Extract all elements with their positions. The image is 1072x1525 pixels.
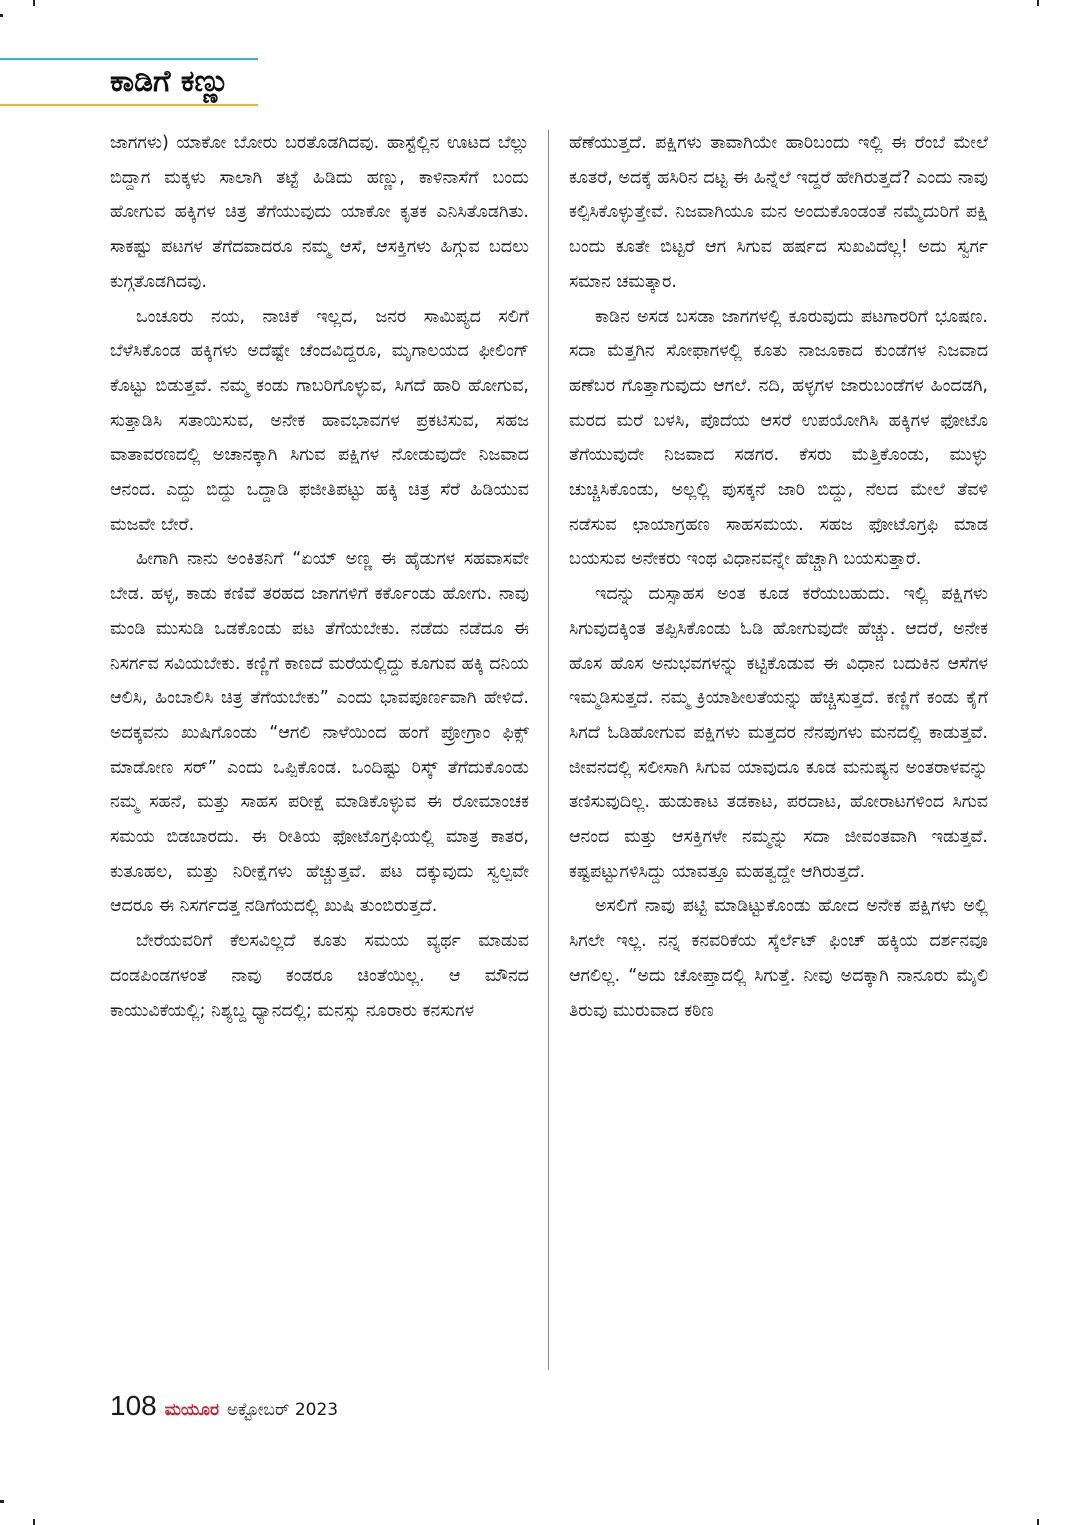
paragraph: ಬೇರೆಯವರಿಗೆ ಕೆಲಸವಿಲ್ಲದೆ ಕೂತು ಸಮಯ ವ್ಯರ್ಥ ಮಾಡುವ ದಂಡಪಿಂಡಗಳಂತೆ ನಾವು ಕಂಡರೂ ಚಿಂತೆಯಿಲ್ಲ. ಆ ಮೌನದ ಕಾಯುವಿಕೆಯಲ್ಲಿ; ನಿಶ್ಯಬ್ದ ಧ್ಯಾನದಲ್ಲಿ; ಮನಸ್ಸು ನೂರಾರು ಕನಸುಗಳ — [110, 931, 529, 1021]
paragraph: ಇದನ್ನು ದುಸ್ಸಾಹಸ ಅಂತ ಕೂಡ ಕರೆಯಬಹುದು. ಇಲ್ಲಿ ಪಕ್ಷಿಗಳು ಸಿಗುವುದಕ್ಕಿಂತ ತಪ್ಪಿಸಿಕೊಂಡು ಓಡಿ ಹೋಗುವುದೇ ಹೆಚ್ಚು. ಆದರೆ, ಅನೇಕ ಹೊಸ ಹೊಸ ಅನುಭವಗಳನ್ನು ಕಟ್ಟಿಕೊಡುವ ಈ ವಿಧಾನ ಬದುಕಿನ ಆಸೆಗಳ ಇಮ್ಮಡಿಸುತ್ತದೆ. ನಮ್ಮ ಕ್ರಿಯಾಶೀಲತೆಯನ್ನು ಹೆಚ್ಚಿಸುತ್ತದೆ. ಕಣ್ಣಿಗೆ ಕಂಡು ಕೈಗೆ ಸಿಗದೆ ಓಡಿಹೋಗುವ ಪಕ್ಷಿಗಳು ಮತ್ತದರ ನೆನಪುಗಳು ಮನದಲ್ಲಿ ಕಾಡುತ್ತವೆ. ಜೀವನದಲ್ಲಿ ಸಲೀಸಾಗಿ ಸಿಗುವ ಯಾವುದೂ ಕೂಡ ಮನುಷ್ಯನ ಅಂತರಾಳವನ್ನು ತಣಿಸುವುದಿಲ್ಲ. ಹುಡುಕಾಟ ತಡಕಾಟ, ಪರದಾಟ, ಹೋರಾಟಗಳಿಂದ ಸಿಗುವ ಆನಂದ ಮತ್ತು ಆಸಕ್ತಿಗಳೇ ನಮ್ಮನ್ನು ಸದಾ ಜೀವಂತವಾಗಿ ಇಡುತ್ತವೆ. ಕಷ್ಟಪಟ್ಟುಗಳಿಸಿದ್ದು ಯಾವತ್ತೂ ಮಹತ್ವದ್ದೇ ಆಗಿರುತ್ತದೆ. — [569, 584, 988, 882]
paragraph: ಒಂಚೂರು ನಯ, ನಾಚಿಕೆ ಇಲ್ಲದ, ಜನರ ಸಾಮಿಪ್ಯದ ಸಲಿಗೆ ಬೆಳೆಸಿಕೊಂಡ ಹಕ್ಕಿಗಳು ಅದೆಷ್ಟೇ ಚೆಂದವಿದ್ದರೂ, ಮೃಗಾಲಯದ ಫೀಲಿಂಗ್ ಕೊಟ್ಟು ಬಿಡುತ್ತವೆ. ನಮ್ಮ ಕಂಡು ಗಾಬರಿಗೊಳ್ಳುವ, ಸಿಗದೆ ಹಾರಿ ಹೋಗುವ, ಸುತ್ತಾಡಿಸಿ ಸತಾಯಿಸುವ, ಅನೇಕ ಹಾವಭಾವಗಳ ಪ್ರಕಟಿಸುವ, ಸಹಜ ವಾತಾವರಣದಲ್ಲಿ ಅಚಾನಕ್ಕಾಗಿ ಸಿಗುವ ಪಕ್ಷಿಗಳ ನೋಡುವುದೇ ನಿಜವಾದ ಆನಂದ. ಎದ್ದು ಬಿದ್ದು ಒದ್ದಾಡಿ ಫಜೀತಿಪಟ್ಟು ಹಕ್ಕಿ ಚಿತ್ರ ಸೆರೆ ಹಿಡಿಯುವ ಮಜವೇ ಬೇರೆ. — [110, 306, 529, 535]
crop-mark — [33, 1519, 35, 1525]
header-rule-yellow — [0, 104, 258, 106]
header-rule-cyan — [0, 58, 258, 60]
crop-mark — [33, 0, 35, 6]
paragraph: ಕಾಡಿನ ಅಸಡ ಬಸಡಾ ಜಾಗಗಳಲ್ಲಿ ಕೂರುವುದು ಪಟಗಾರರಿಗೆ ಭೂಷಣ. ಸದಾ ಮೆತ್ತಗಿನ ಸೋಫಾಗಳಲ್ಲಿ ಕೂತು ನಾಜೂಕಾದ ಕುಂಡೆಗಳ ನಿಜವಾದ ಹಣೆಬರ ಗೊತ್ತಾಗುವುದು ಆಗಲೆ. ನದಿ, ಹಳ್ಳಗಳ ಜಾರುಬಂಡೆಗಳ ಹಿಂದಡಗಿ, ಮರದ ಮರೆ ಬಳಸಿ, ಪೊದೆಯ ಆಸರೆ ಉಪಯೋಗಿಸಿ ಹಕ್ಕಿಗಳ ಫೋಟೊ ತೆಗೆಯುವುದೇ ನಿಜವಾದ ಸಡಗರ. ಕೆಸರು ಮೆತ್ತಿಕೊಂಡು, ಮುಳ್ಳು ಚುಚ್ಚಿಸಿಕೊಂಡು, ಅಲ್ಲಲ್ಲಿ ಪುಸಕ್ಕನೆ ಜಾರಿ ಬಿದ್ದು, ನೆಲದ ಮೇಲೆ ತೆವಳಿ ನಡೆಸುವ ಛಾಯಾಗ್ರಹಣ ಸಾಹಸಮಯ. ಸಹಜ ಫೋಟೊಗ್ರಫಿ ಮಾಡ ಬಯಸುವ ಅನೇಕರು ಇಂಥ ವಿಧಾನವನ್ನೇ ಹೆಚ್ಚಾಗಿ ಬಯಸುತ್ತಾರೆ. — [569, 306, 988, 570]
article-body — [110, 126, 988, 1376]
section-title: ಕಾಡಿಗೆ ಕಣ್ಣು — [110, 64, 230, 99]
magazine-logo: ಮಯೂರ — [164, 1400, 219, 1420]
right-column — [569, 126, 988, 1376]
paragraph: ಹೆಣೆಯುತ್ತದೆ. ಪಕ್ಷಿಗಳು ತಾವಾಗಿಯೇ ಹಾರಿಬಂದು ಇಲ್ಲಿ ಈ ರೆಂಬೆ ಮೇಲೆ ಕೂತರೆ, ಅದಕ್ಕೆ ಹಸಿರಿನ ದಟ್ಟ ಈ ಹಿನ್ನೆಲೆ ಇದ್ದರೆ ಹೇಗಿರುತ್ತದೆ? ಎಂದು ನಾವು ಕಲ್ಪಿಸಿಕೊಳ್ಳುತ್ತೇವೆ. ನಿಜವಾಗಿಯೂ ಮನ ಅಂದುಕೊಂಡಂತೆ ನಮ್ಮೆದುರಿಗೆ ಪಕ್ಷಿ ಬಂದು ಕೂತೇ ಬಿಟ್ಟರೆ ಆಗ ಸಿಗುವ ಹರ್ಷದ ಸುಖವಿದೆಲ್ಲ! ಅದು ಸ್ವರ್ಗ ಸಮಾನ ಚಮತ್ಕಾರ. — [569, 133, 988, 292]
page-number: 108 — [110, 1390, 157, 1421]
left-column — [110, 126, 529, 1376]
paragraph: ಜಾಗಗಳು) ಯಾಕೋ ಬೋರು ಬರತೊಡಗಿದವು. ಹಾಸ್ಟೆಲ್ಲಿನ ಊಟದ ಬೆಲ್ಲು ಬಿದ್ದಾಗ ಮಕ್ಕಳು ಸಾಲಾಗಿ ತಟ್ಟೆ ಹಿಡಿದು ಹಣ್ಣು, ಕಾಳಿನಾಸೆಗೆ ಬಂದು ಹೋಗುವ ಹಕ್ಕಿಗಳ ಚಿತ್ರ ತೆಗೆಯುವುದು ಯಾಕೋ ಕೃತಕ ಎನಿಸಿತೊಡಗಿತು. ಸಾಕಷ್ಟು ಪಟಗಳ ತೆಗೆದವಾದರೂ ನಮ್ಮ ಆಸೆ, ಆಸಕ್ತಿಗಳು ಹಿಗ್ಗುವ ಬದಲು ಕುಗ್ಗತೊಡಗಿದವು. — [110, 133, 529, 292]
column-divider — [548, 130, 549, 1370]
crop-mark — [0, 1500, 4, 1503]
page-footer — [110, 1390, 338, 1430]
crop-mark — [1037, 0, 1039, 6]
crop-mark — [0, 14, 3, 17]
paragraph: ಅಸಲಿಗೆ ನಾವು ಪಟ್ಟಿ ಮಾಡಿಟ್ಟುಕೊಂಡು ಹೋದ ಅನೇಕ ಪಕ್ಷಿಗಳು ಅಲ್ಲಿ ಸಿಗಲೇ ಇಲ್ಲ. ನನ್ನ ಕನವರಿಕೆಯ ಸ್ಕೆರ್ಲೆಟ್ ಫಿಂಚ್ ಹಕ್ಕಿಯ ದರ್ಶನವೂ ಆಗಲಿಲ್ಲ. “ಅದು ಚೋಪ್ತಾದಲ್ಲಿ ಸಿಗುತ್ತೆ. ನೀವು ಅದಕ್ಕಾಗಿ ನಾನೂರು ಮೈಲಿ ತಿರುವು ಮುರುವಾದ ಕಠಿಣ — [569, 896, 988, 1021]
paragraph: ಹೀಗಾಗಿ ನಾನು ಅಂಕಿತನಿಗೆ “ಏಯ್ ಅಣ್ಣ ಈ ಹೈಡುಗಳ ಸಹವಾಸವೇ ಬೇಡ. ಹಳ್ಳ, ಕಾಡು ಕಣಿವೆ ತರಹದ ಜಾಗಗಳಿಗೆ ಕರ್ಕೊಂಡು ಹೋಗು. ನಾವು ಮಂಡಿ ಮುಸುಡಿ ಒಡಕೊಂಡು ಪಟ ತೆಗೆಯಬೇಕು. ನಡೆದು ನಡೆದೂ ಈ ನಿಸರ್ಗವ ಸವಿಯಬೇಕು. ಕಣ್ಣಿಗೆ ಕಾಣದೆ ಮರೆಯಲ್ಲಿದ್ದು ಕೂಗುವ ಹಕ್ಕಿ ದನಿಯ ಆಲಿಸಿ, ಹಿಂಬಾಲಿಸಿ ಚಿತ್ರ ತೆಗೆಯಬೇಕು” ಎಂದು ಭಾವಪೂರ್ಣವಾಗಿ ಹೇಳಿದೆ. ಅದಕ್ಕವನು ಖುಷಿಗೊಂಡು “ಆಗಲಿ ನಾಳೆಯಿಂದ ಹಂಗೆ ಪ್ರೋಗ್ರಾಂ ಫಿಕ್ಸ್ ಮಾಡೋಣ ಸರ್” ಎಂದು ಒಪ್ಪಿಕೊಂಡ. ಒಂದಿಷ್ಟು ರಿಸ್ಕ್ ತೆಗೆದುಕೊಂಡು ನಮ್ಮ ಸಹನೆ, ಮತ್ತು ಸಾಹಸ ಪರೀಕ್ಷೆ ಮಾಡಿಕೊಳ್ಳುವ ಈ ರೋಮಾಂಚಕ ಸಮಯ ಬಿಡಬಾರದು. ಈ ರೀತಿಯ ಫೋಟೊಗ್ರಫಿಯಲ್ಲಿ ಮಾತ್ರ ಕಾತರ, ಕುತೂಹಲ, ಮತ್ತು ನಿರೀಕ್ಷೆಗಳು ಹೆಚ್ಚುತ್ತವೆ. ಪಟ ದಕ್ಕುವುದು ಸ್ವಲ್ಪವೇ ಆದರೂ ಈ ನಿಸರ್ಗದತ್ತ ನಡಿಗೆಯದಲ್ಲಿ ಖುಷಿ ತುಂಬಿರುತ್ತದೆ. — [110, 549, 529, 917]
issue-date: ಅಕ್ಟೋಬರ್ 2023 — [226, 1400, 339, 1420]
crop-mark — [1037, 1519, 1039, 1525]
